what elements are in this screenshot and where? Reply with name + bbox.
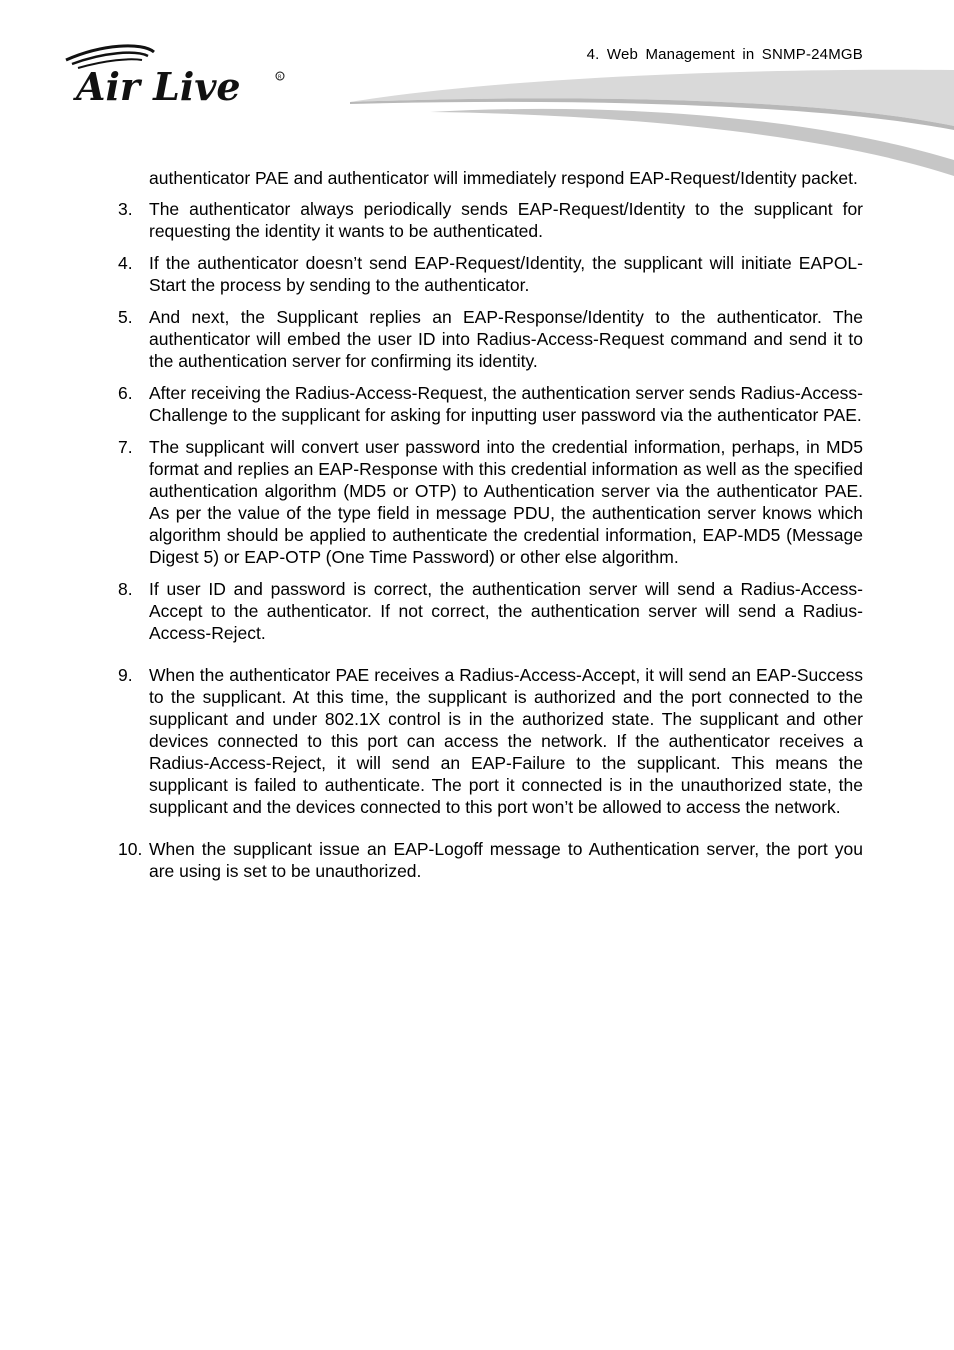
list-item-number: 4. (118, 253, 133, 273)
list-item-number: 3. (118, 199, 133, 219)
list-item-number: 9. (118, 665, 133, 685)
list-item-text: If user ID and password is correct, the authentication server will send a Radius-Access-Accept to the authenticator. If not correct, the authentication server will send a Radius-Access-Reject. (149, 579, 863, 643)
chapter-title: 4. Web Management in SNMP-24MGB (586, 46, 863, 63)
list-item (118, 664, 863, 818)
list-item-number: 10. (118, 839, 143, 859)
list-item-text: After receiving the Radius-Access-Request, the authentication server sends Radius-Access-Challenge to the supplicant for asking for inputting user password via the authenticator PAE. (149, 383, 863, 425)
list-item (118, 382, 863, 426)
list-item (118, 578, 863, 644)
svg-text:R: R (278, 74, 282, 81)
list-item-text: And next, the Supplicant replies an EAP-Response/Identity to the authenticator. The authenticator will embed the user ID into Radius-Access-Request command and send it to the authentication server for confirming its identity. (149, 307, 863, 371)
list-item-number: 6. (118, 383, 133, 403)
list-item-text: The authenticator always periodically sends EAP-Request/Identity to the supplicant for requesting the identity it wants to be authenticated. (149, 199, 863, 241)
list-item (118, 198, 863, 242)
list-item (118, 306, 863, 372)
list-item-text: When the supplicant issue an EAP-Logoff message to Authentication server, the port you are using is set to be unauthorized. (149, 839, 863, 881)
page-header (0, 0, 954, 180)
airlive-logo (62, 40, 292, 110)
document-body (118, 167, 863, 892)
header-swoosh-decoration (350, 68, 954, 178)
continued-paragraph: authenticator PAE and authenticator will immediately respond EAP-Request/Identity packet. (149, 168, 858, 188)
list-item-text: When the authenticator PAE receives a Radius-Access-Accept, it will send an EAP-Success to the supplicant. At this time, the supplicant is authorized and the port connected to the supplicant and under 802.1X control is in the authorized state. The supplicant and other devices connected to this port can access the network. If the authenticator receives a Radius-Access-Reject, it will send an EAP-Failure to the supplicant. This means the supplicant is failed to authenticate. The port it connected is in the unauthorized state, the supplicant and the devices connected to this port won’t be allowed to access the network. (149, 665, 863, 817)
list-item (118, 436, 863, 568)
list-item-text: The supplicant will convert user password into the credential information, perhaps, in MD5 format and replies an EAP-Response with this credential information as well as the specified authentication algorithm (MD5 or OTP) to Authentication server via the authenticator PAE. As per the value of the type field in message PDU, the authentication server knows which algorithm should be applied to authenticate the credential information, EAP-MD5 (Message Digest 5) or EAP-OTP (One Time Password) or other else algorithm. (149, 437, 863, 567)
list-item (118, 838, 863, 882)
list-item-text: If the authenticator doesn’t send EAP-Request/Identity, the supplicant will initiate EAPOL-Start the process by sending to the authenticator. (149, 253, 863, 295)
list-item-number: 7. (118, 437, 133, 457)
list-item (118, 252, 863, 296)
list-item-number: 5. (118, 307, 133, 327)
list-item-number: 8. (118, 579, 133, 599)
svg-text:Air Live: Air Live (76, 64, 241, 109)
